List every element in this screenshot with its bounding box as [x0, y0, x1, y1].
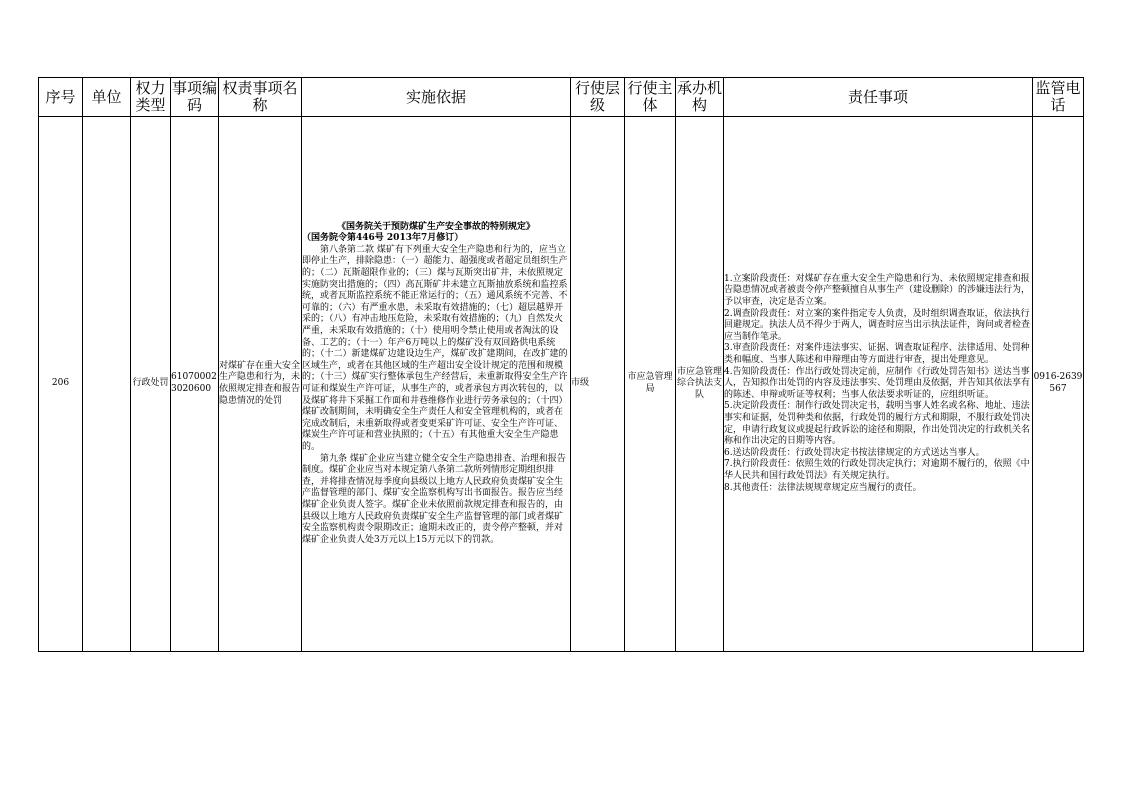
header-responsibility: 责任事项	[724, 78, 1033, 117]
header-seq: 序号	[39, 78, 83, 117]
header-power-type: 权力类型	[131, 78, 171, 117]
resp-item: 7.执行阶段责任：依照生效的行政处罚决定执行；对逾期不履行的，依照《中华人民共和国行政处罚法》有关规定执行。	[724, 459, 1030, 481]
cell-seq: 206	[39, 117, 83, 652]
header-item-code: 事项编码	[171, 78, 219, 117]
power-list-table	[38, 77, 1084, 652]
header-phone: 监管电话	[1033, 78, 1084, 117]
cell-basis	[302, 117, 571, 652]
header-level: 行使层级	[571, 78, 625, 117]
header-agency: 承办机构	[676, 78, 724, 117]
resp-item: 2.调查阶段责任：对立案的案件指定专人负责，及时组织调查取证，依法执行回避规定。执法人员不得少于两人，调查时应当出示执法证件，询问或者检查应当制作笔录。	[724, 308, 1031, 342]
cell-item-name: 对煤矿存在重大安全生产隐患和行为，未依照规定排查和报告隐患情况的处罚	[219, 117, 302, 652]
resp-item: 4.告知阶段责任：作出行政处罚决定前，应制作《行政处罚告知书》送达当事人，告知拟作出处罚的内容及违法事实、处罚理由及依据，并告知其依法享有的陈述、申辩或听证等权利；当事人依法要求听证的，应组织听证。	[724, 366, 1031, 400]
cell-power-type: 行政处罚	[131, 117, 171, 652]
cell-item-code: 610700023020600	[171, 117, 219, 652]
header-subject: 行使主体	[625, 78, 676, 117]
header-item-name: 权责事项名称	[219, 78, 302, 117]
resp-item: 3.审查阶段责任：对案件违法事实、证据、调查取证程序、法律适用、处罚种类和幅度、当事人陈述和申辩理由等方面进行审查，提出处理意见。	[724, 343, 1030, 366]
table-row	[39, 117, 1084, 652]
basis-article-8: 第八条第二款 煤矿有下列重大安全生产隐患和行为的，应当立即停止生产，排除隐患：（一）超能力、超强度或者超定员组织生产的；（二）瓦斯超限作业的；（三）煤与瓦斯突出矿井，未依照规定实施防突出措施的；（四）高瓦斯矿井未建立瓦斯抽放系统和监控系统，或者瓦斯监控系统不能正常运行的；（五）通风系统不完善、不可靠的；（六）有严重水患，未采取有效措施的；（七）超层越界开采的；（八）有冲击地压危险，未采取有效措施的；（九）自然发火严重，未采取有效措施的；（十）使用明令禁止使用或者淘汰的设备、工艺的；（十一）年产6万吨以上的煤矿没有双回路供电系统的；（十二）新建煤矿边建设边生产，煤矿改扩建期间，在改扩建的区域生产，或者在其他区域的生产超出安全设计规定的范围和规模的；（十三）煤矿实行整体承包生产经营后，未重新取得安全生产许可证和煤炭生产许可证，从事生产的，或者承包方再次转包的，以及煤矿将井下采掘工作面和井巷维修作业进行劳务承包的；（十四）煤矿改制期间，未明确安全生产责任人和安全管理机构的，或者在完成改制后，未重新取得或者变更采矿许可证、安全生产许可证、煤炭生产许可证和营业执照的；（十五）有其他重大安全生产隐患的。	[302, 244, 568, 452]
basis-article-9: 第九条 煤矿企业应当建立健全安全生产隐患排查、治理和报告制度。煤矿企业应当对本规定第八条第二款所列情形定期组织排查，并将排查情况每季度向县级以上地方人民政府负责煤矿安全生产监督管理的部门、煤矿安全监察机构写出书面报告。报告应当经煤矿企业负责人签字。煤矿企业未依照前款规定排查和报告的，由县级以上地方人民政府负责煤矿安全生产监督管理的部门或者煤矿安全监察机构责令限期改正；逾期未改正的，责令停产整顿，并对煤矿企业负责人处3万元以上15万元以下的罚款。	[302, 453, 566, 545]
cell-level: 市级	[571, 117, 625, 652]
header-basis: 实施依据	[302, 78, 571, 117]
resp-item: 1.立案阶段责任：对煤矿存在重大安全生产隐患和行为、未依照规定排查和报告隐患情况或者被责令停产整顿擅自从事生产（建设删除）的涉嫌违法行为，予以审查，决定是否立案。	[724, 273, 1031, 308]
resp-item: 5.决定阶段责任：制作行政处罚决定书，载明当事人姓名或名称、地址、违法事实和证据，处罚种类和依据，行政处罚的履行方式和期限，不服行政处罚决定，申请行政复议或提起行政诉讼的途径和期限，作出处罚决定的行政机关名称和作出决定的日期等内容。	[724, 401, 1031, 447]
header-row	[39, 78, 1084, 117]
cell-unit	[83, 117, 131, 652]
resp-item: 6.送达阶段责任：行政处罚决定书按法律规定的方式送达当事人。	[724, 447, 985, 458]
basis-subtitle: （国务院令第446号 2013年7月修订）	[302, 233, 464, 244]
cell-phone: 0916-2639567	[1033, 117, 1084, 652]
basis-title: 《国务院关于预防煤矿生产安全事故的特别规定》	[336, 221, 535, 232]
cell-agency: 市应急管理综合执法支队	[676, 117, 724, 652]
cell-responsibility	[724, 117, 1033, 652]
resp-item: 8.其他责任：法律法规规章规定应当履行的责任。	[724, 482, 922, 493]
cell-subject: 市应急管理局	[625, 117, 676, 652]
header-unit: 单位	[83, 78, 131, 117]
